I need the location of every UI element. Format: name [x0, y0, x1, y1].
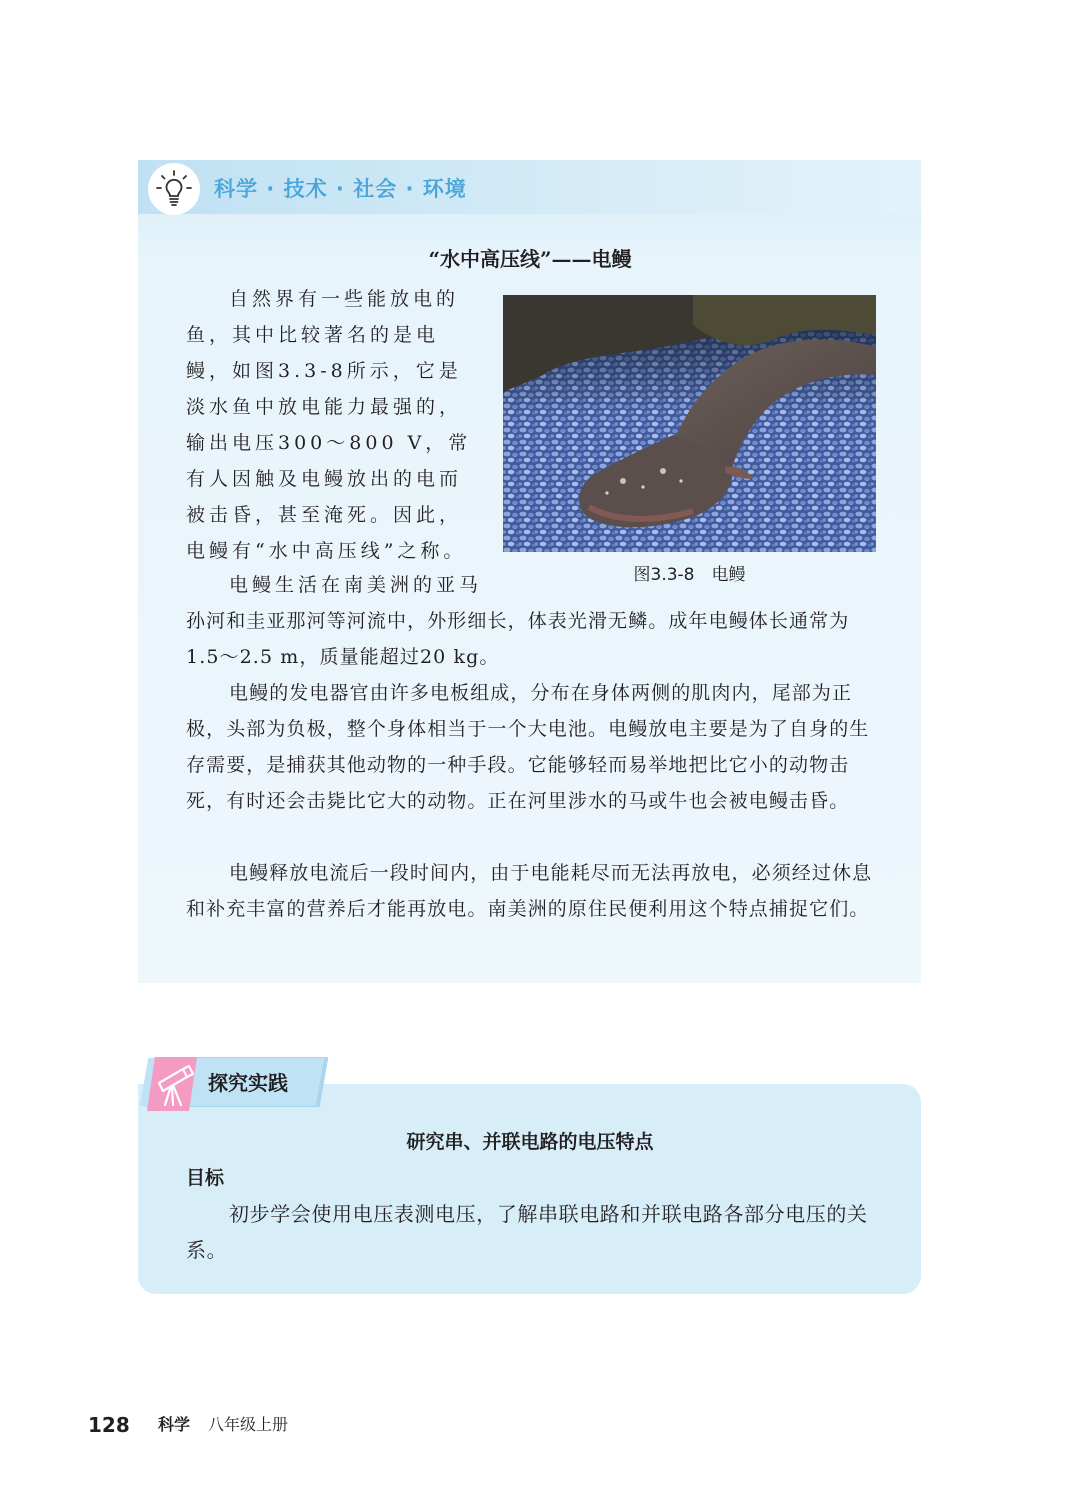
inquiry-heading: 研究串、并联电路的电压特点 [406, 1131, 654, 1153]
eel-photo [503, 295, 876, 552]
stse-section-title: 科学 · 技术 · 社会 · 环境 [214, 177, 467, 201]
page-number: 128 [88, 1413, 130, 1437]
inquiry-tab-title: 探究实践 [208, 1071, 288, 1095]
telescope-badge [145, 1055, 203, 1113]
article-paragraph-3: 电鳗的发电器官由许多电板组成，分布在身体两侧的肌肉内，尾部为正极，头部为负极，整个身体相当于一个大电池。电鳗放电主要是为了自身的生存需要，是捕获其他动物的一种手段。它能够轻而易举地把比它小的动物击死，有时还会击毙比它大的动物。正在河里涉水的马或牛也会被电鳗击昏。 [186, 682, 870, 812]
article-title: “水中高压线”——电鳗 [428, 247, 632, 271]
goal-text: 初步学会使用电压表测电压，了解串联电路和并联电路各部分电压的关系。 [186, 1202, 868, 1262]
article-paragraph-2-start: 电鳗生活在南美洲的亚马 [229, 574, 483, 596]
book-grade: 八年级上册 [208, 1415, 289, 1434]
telescope-icon [145, 1055, 203, 1113]
book-subject: 科学 [158, 1415, 191, 1434]
article-paragraph-1: 自然界有一些能放电的鱼，其中比较著名的是电鳗，如图3.3-8所示，它是淡水鱼中放电能力最强的，输出电压300～800 V，常有人因触及电鳗放出的电而被击昏，甚至淹死。因此，电鳗有“水中高压线”之称。 [186, 288, 472, 562]
lightbulb-icon [154, 169, 194, 209]
article-paragraph-4: 电鳗释放电流后一段时间内，由于电能耗尽而无法再放电，必须经过休息和补充丰富的营养后才能再放电。南美洲的原住民便利用这个特点捕捉它们。 [186, 862, 873, 920]
article-paragraph-2-rest: 孙河和圭亚那河等河流中，外形细长，体表光滑无鳞。成年电鳗体长通常为1.5～2.5 m，质量能超过20 kg。 [186, 610, 850, 668]
lightbulb-badge [148, 163, 200, 215]
figure-caption: 图3.3-8 电鳗 [633, 565, 746, 585]
goal-label: 目标 [186, 1167, 225, 1189]
